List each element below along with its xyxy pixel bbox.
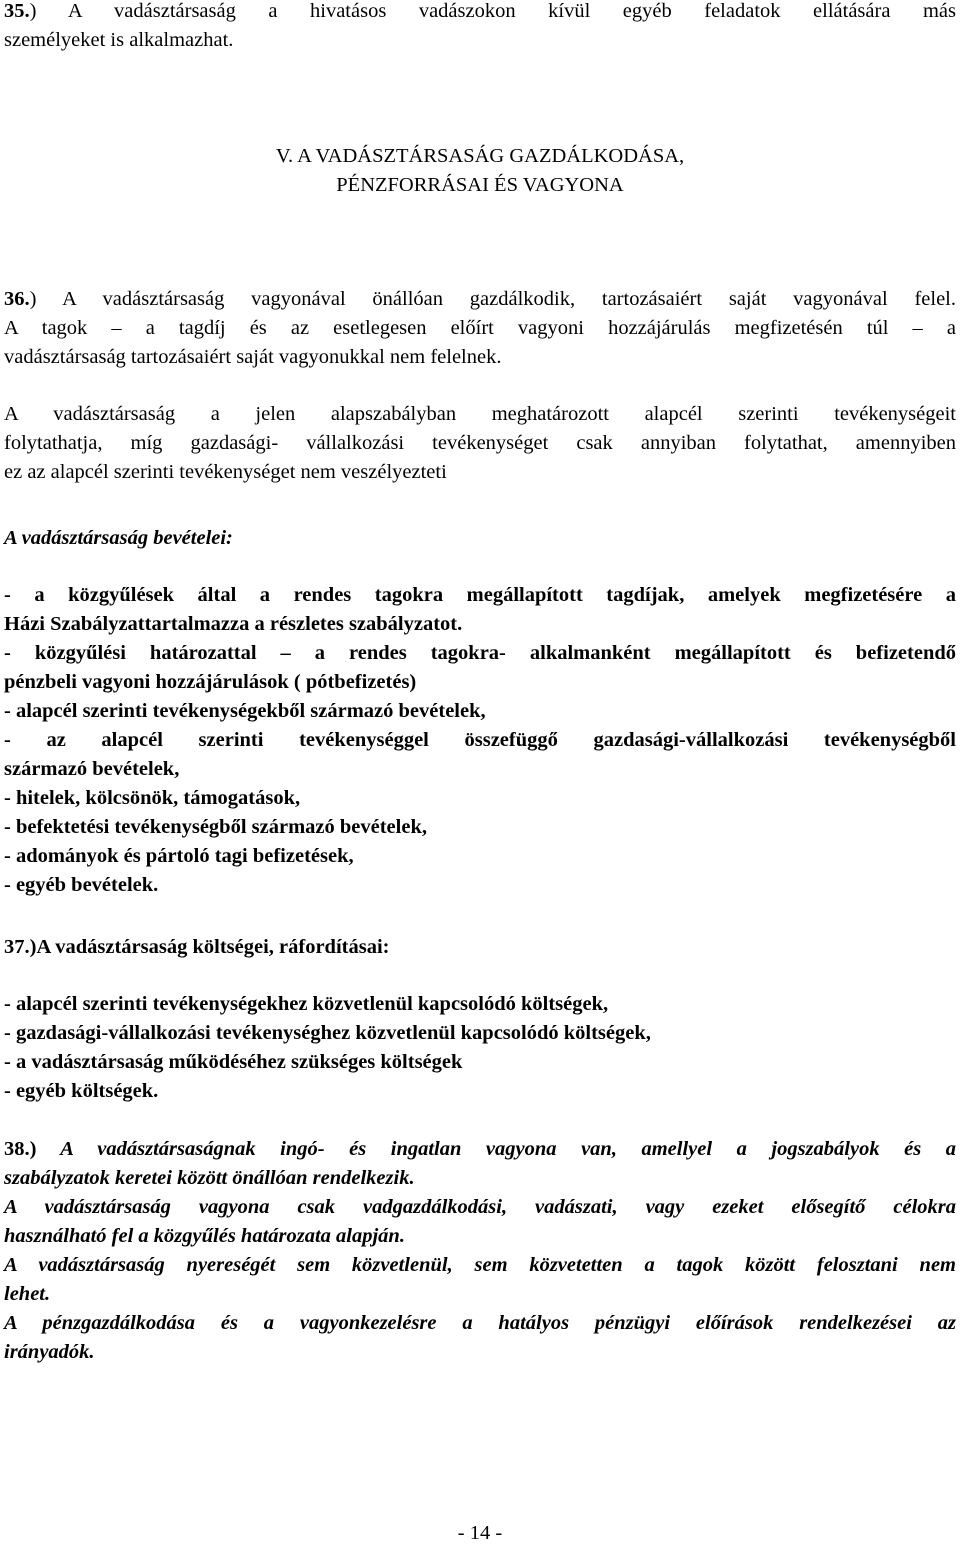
- income-item-7: - adományok és pártoló tagi befizetések,: [4, 845, 354, 867]
- cost-list: [4, 990, 956, 1106]
- chapter-heading-line-1: V. A VADÁSZTÁRSASÁG GAZDÁLKODÁSA,: [275, 145, 685, 167]
- cost-item-1: - alapcél szerinti tevékenységekhez közvetlenül kapcsolódó költségek,: [4, 993, 609, 1015]
- section-36-number: 36.: [4, 288, 30, 310]
- income-item-2: - közgyűlési határozattal – a rendes tagokra- alkalmanként megállapított és befizetendő: [4, 642, 956, 664]
- section-38-line-6: lehet.: [4, 1283, 51, 1305]
- chapter-heading-line-2: PÉNZFORRÁSAI ÉS VAGYONA: [336, 174, 624, 196]
- section-38-line-2: szabályzatok keretei között önállóan rendelkezik.: [4, 1167, 415, 1189]
- section-36-p2-line-1: A vadásztársaság a jelen alapszabályban meghatározott alapcél szerinti tevékenységeit: [4, 403, 956, 425]
- cost-item-3: - a vadásztársaság működéséhez szükséges költségek: [4, 1051, 463, 1073]
- section-35-line-2: személyeket is alkalmazhat.: [4, 29, 234, 51]
- section-38-number: 38.): [4, 1138, 37, 1160]
- income-item-1: - a közgyűlések által a rendes tagokra megállapított tagdíjak, amelyek megfizetésére a: [4, 584, 956, 606]
- income-item-5: - hitelek, kölcsönök, támogatások,: [4, 787, 301, 809]
- section-36: [4, 285, 956, 372]
- section-38-line-1: A vadásztársaságnak ingó- és ingatlan vagyona van, amellyel a jogszabályok és a: [36, 1138, 956, 1160]
- cost-item-2: - gazdasági-vállalkozási tevékenységhez közvetlenül kapcsolódó költségek,: [4, 1022, 651, 1044]
- section-37-title: 37.)A vadásztársaság költségei, ráfordításai:: [4, 936, 390, 958]
- income-item-4-cont: származó bevételek,: [4, 758, 180, 780]
- section-36-p2-line-3: ez az alapcél szerinti tevékenységet nem veszélyezteti: [4, 461, 447, 483]
- cost-item-4: - egyéb költségek.: [4, 1080, 159, 1102]
- income-list: [4, 581, 956, 900]
- section-38-line-7: A pénzgazdálkodása és a vagyonkezelésre a hatályos pénzügyi előírások rendelkezései az: [4, 1312, 956, 1334]
- section-38-line-3: A vadásztársaság vagyona csak vadgazdálkodási, vadászati, vagy ezeket elősegítő célokra: [4, 1196, 956, 1218]
- section-35-line-1: ) A vadásztársaság a hivatásos vadászokon kívül egyéb feladatok ellátására más: [29, 0, 956, 22]
- income-title: A vadásztársaság bevételei:: [4, 527, 233, 549]
- section-36-line-1: ) A vadásztársaság vagyonával önállóan gazdálkodik, tartozásaiért saját vagyonával felel.: [29, 288, 956, 310]
- income-item-6: - befektetési tevékenységből származó bevételek,: [4, 816, 427, 838]
- income-item-2-cont: pénzbeli vagyoni hozzájárulások ( pótbefizetés): [4, 671, 417, 693]
- income-item-4: - az alapcél szerinti tevékenységgel összefüggő gazdasági-vállalkozási tevékenységből: [4, 729, 956, 751]
- section-36-p2-line-2: folytathatja, míg gazdasági- vállalkozási tevékenységet csak annyiban folytathat, amennyiben: [4, 432, 956, 454]
- chapter-heading: [4, 142, 956, 200]
- section-36-line-3: vadásztársaság tartozásaiért saját vagyonukkal nem felelnek.: [4, 346, 502, 368]
- section-38-line-5: A vadásztársaság nyereségét sem közvetlenül, sem közvetetten a tagok között felosztani nem: [4, 1254, 956, 1276]
- page-number: - 14 -: [457, 1522, 503, 1544]
- section-36-line-2: A tagok – a tagdíj és az esetlegesen előírt vagyoni hozzájárulás megfizetésén túl – a: [4, 317, 956, 339]
- income-item-3: - alapcél szerinti tevékenységekből származó bevételek,: [4, 700, 486, 722]
- section-38: [4, 1135, 956, 1367]
- section-36-paragraph-2: [4, 400, 956, 487]
- section-38-line-8: irányadók.: [4, 1341, 95, 1363]
- section-35: [4, 0, 956, 55]
- section-35-number: 35.: [4, 0, 30, 22]
- section-38-line-4: használható fel a közgyűlés határozata alapján.: [4, 1225, 405, 1247]
- income-item-8: - egyéb bevételek.: [4, 874, 159, 896]
- income-item-1-cont: Házi Szabályzattartalmazza a részletes szabályzatot.: [4, 613, 463, 635]
